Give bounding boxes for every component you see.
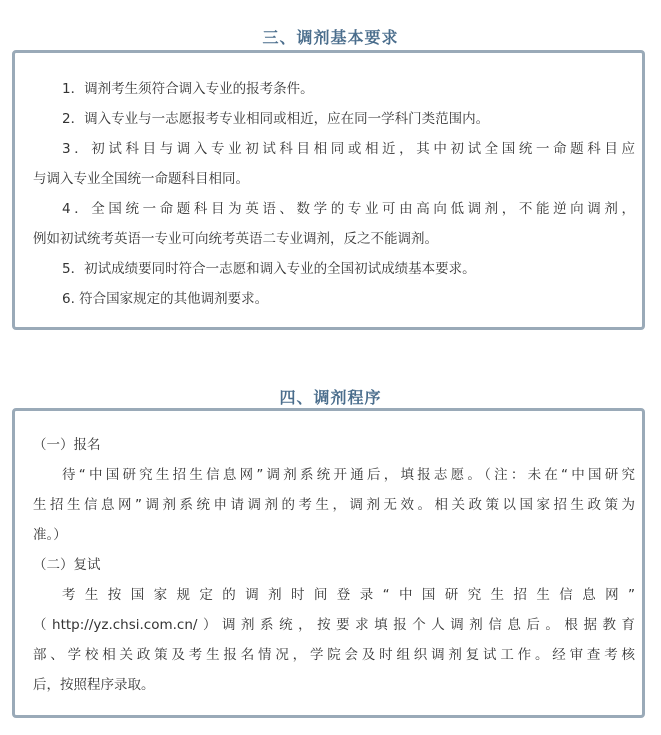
requirement-item: 5．初试成绩要同时符合一志愿和调入专业的全国初试成绩基本要求。 xyxy=(62,261,476,277)
requirement-item: 4．全国统一命题科目为英语、数学的专业可由高向低调剂，不能逆向调剂， xyxy=(62,201,635,217)
requirement-item: 1．调剂考生须符合调入专业的报考条件。 xyxy=(62,81,314,97)
section-title-procedure: 四、调剂程序 xyxy=(279,388,382,407)
procedure-box xyxy=(12,408,645,718)
procedure-paragraph-line: 后，按照程序录取。 xyxy=(33,677,155,693)
requirement-item: 3．初试科目与调入专业初试科目相同或相近，其中初试全国统一命题科目应 xyxy=(62,141,635,157)
procedure-paragraph-line: 部、学校相关政策及考生报名情况，学院会及时组织调剂复试工作。经审查考核 xyxy=(33,647,635,663)
requirements-box xyxy=(12,50,645,330)
procedure-paragraph-line: 准。） xyxy=(33,527,67,543)
procedure-paragraph-line: 考生按国家规定的调剂时间登录“中国研究生招生信息网” xyxy=(62,587,635,603)
procedure-paragraph-line: 生招生信息网”调剂系统申请调剂的考生，调剂无效。相关政策以国家招生政策为 xyxy=(33,497,635,513)
procedure-paragraph-line: 待“中国研究生招生信息网”调剂系统开通后，填报志愿。（注：未在“中国研究 xyxy=(62,467,635,483)
procedure-heading-retest: （二）复试 xyxy=(33,557,101,573)
section-title-requirements: 三、调剂基本要求 xyxy=(262,28,399,47)
requirement-item-continuation: 例如初试统考英语一专业可向统考英语二专业调剂，反之不能调剂。 xyxy=(33,231,438,247)
requirement-item: 2．调入专业与一志愿报考专业相同或相近，应在同一学科门类范围内。 xyxy=(62,111,490,127)
procedure-heading-registration: （一）报名 xyxy=(33,437,101,453)
requirement-item: 6. 符合国家规定的其他调剂要求。 xyxy=(62,291,269,307)
procedure-paragraph-line: （http://yz.chsi.com.cn/）调剂系统，按要求填报个人调剂信息后。根据教育 xyxy=(33,617,635,633)
requirement-item-continuation: 与调入专业全国统一命题科目相同。 xyxy=(33,171,249,187)
